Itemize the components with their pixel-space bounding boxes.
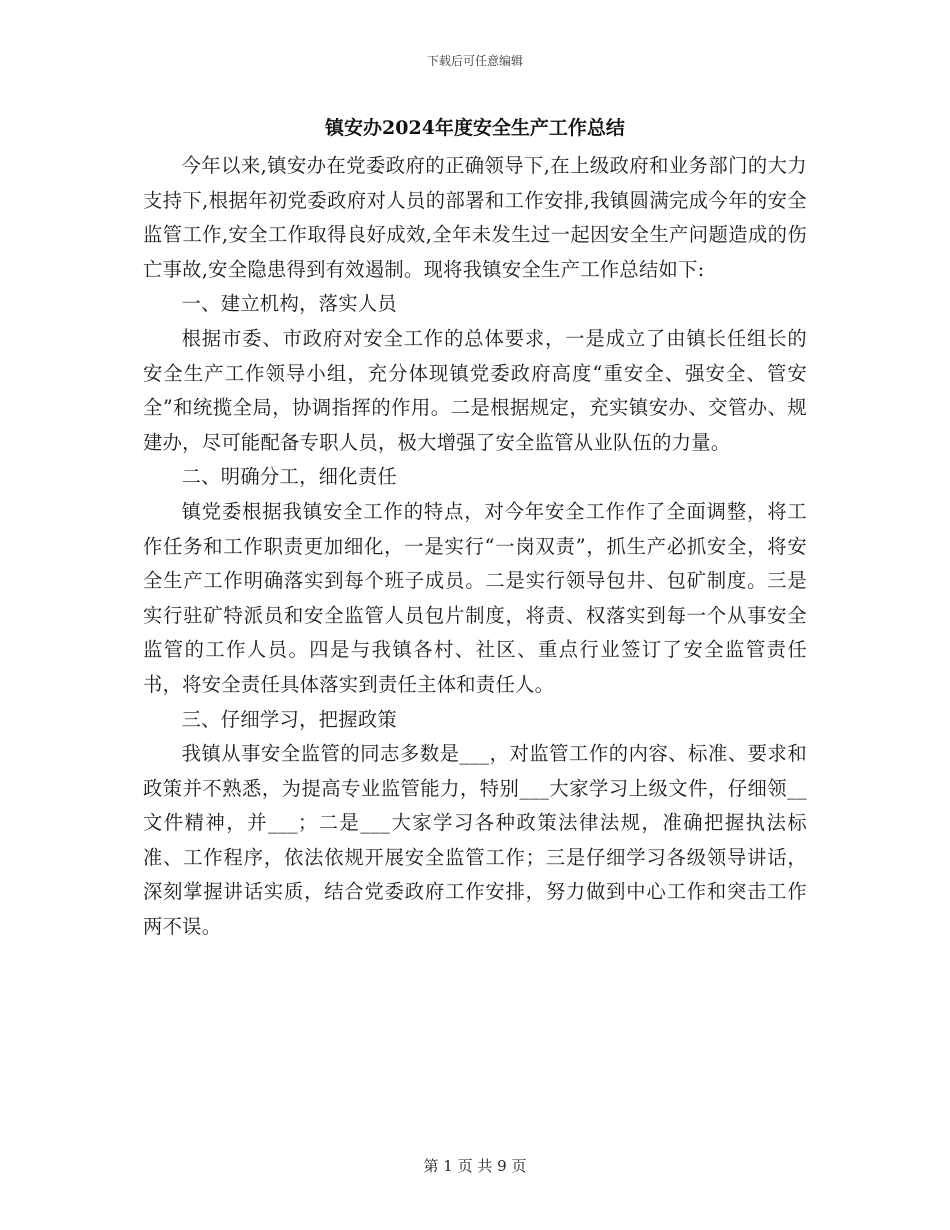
- intro-paragraph: 今年以来,镇安办在党委政府的正确领导下,在上级政府和业务部门的大力支持下,根据年初党委政府对人员的部署和工作安排,我镇圆满完成今年的安全监管工作,安全工作取得良好成效,全年未发生过一起因安全生产问题造成的伤亡事故,安全隐患得到有效遏制。现将我镇安全生产工作总结如下:: [143, 154, 807, 281]
- document-body: [143, 149, 807, 945]
- page-header-note: 下载后可任意编辑: [426, 54, 523, 68]
- section-heading-3: 三、仔细学习，把握政策: [181, 707, 397, 731]
- section-1-paragraph: 根据市委、市政府对安全工作的总体要求，一是成立了由镇长任组长的安全生产工作领导小组，充分体现镇党委政府高度“重安全、强安全、管安全”和统揽全局，协调指挥的作用。二是根据规定，充实镇安办、交管办、规建办，尽可能配备专职人员，极大增强了安全监管从业队伍的力量。: [143, 326, 807, 454]
- section-heading-1: 一、建立机构，落实人员: [181, 292, 397, 316]
- section-2-paragraph: 镇党委根据我镇安全工作的特点，对今年安全工作作了全面调整，将工作任务和工作职责更加细化，一是实行“一岗双责”，抓生产必抓安全，将安全生产工作明确落实到每个班子成员。二是实行领导包井、包矿制度。三是实行驻矿特派员和安全监管人员包片制度，将责、权落实到每一个从事安全监管的工作人员。四是与我镇各村、社区、重点行业签订了安全监管责任书，将安全责任具体落实到责任主体和责任人。: [143, 499, 807, 696]
- page-number: 第 1 页 共 9 页: [423, 1157, 527, 1175]
- section-heading-2: 二、明确分工，细化责任: [181, 465, 397, 489]
- section-3-paragraph: 我镇从事安全监管的同志多数是___，对监管工作的内容、标准、要求和政策并不熟悉，为提高专业监管能力，特别___大家学习上级文件，仔细领__文件精神，并___；二是___大家学习各种政策法律法规，准确把握执法标准、工作程序，依法依规开展安全监管工作；三是仔细学习各级领导讲话，深刻掌握讲话实质，结合党委政府工作安排，努力做到中心工作和突击工作两不误。: [143, 742, 807, 939]
- document-title: 镇安办2024年度安全生产工作总结: [325, 117, 625, 139]
